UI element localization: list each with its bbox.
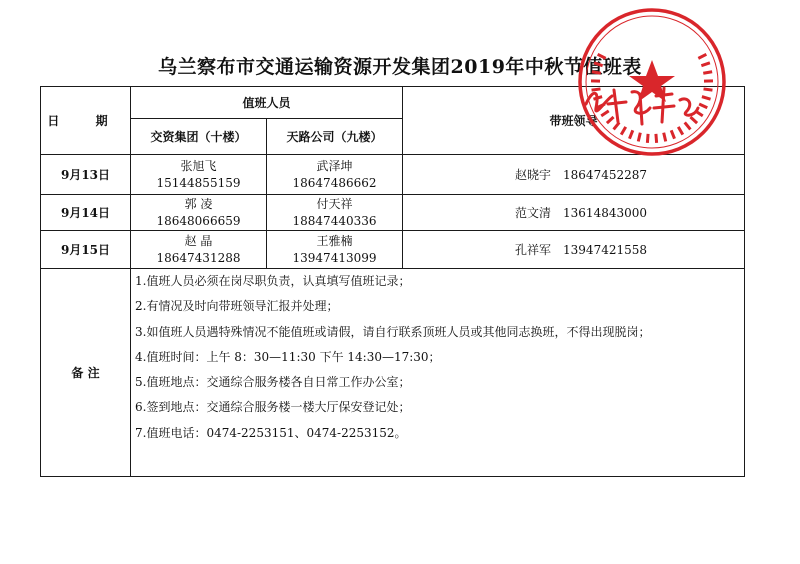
staff-phone: 18647486662 xyxy=(292,175,377,190)
note-item: 5.值班地点：交通综合服务楼各自日常工作办公室； xyxy=(135,375,411,390)
staff1-cell xyxy=(131,195,267,231)
staff-name: 武泽坤 xyxy=(316,158,353,173)
staff2-cell xyxy=(267,231,403,269)
table-row xyxy=(41,231,745,269)
staff-header: 值班人员 xyxy=(131,87,403,119)
staff-phone: 15144855159 xyxy=(156,175,241,190)
note-item: 3.如值班人员遇特殊情况不能值班或请假，请自行联系顶班人员或其他同志换班，不得出现脱岗； xyxy=(135,324,651,339)
staff-phone: 13947413099 xyxy=(292,250,377,265)
leader-name: 孔祥军 xyxy=(515,243,552,257)
note-item: 6.签到地点：交通综合服务楼一楼大厅保安登记处； xyxy=(135,400,411,415)
staff-name: 张旭飞 xyxy=(180,158,217,173)
document-title: 乌兰察布市交通运输资源开发集团2019年中秋节值班表 xyxy=(158,56,642,78)
staff-name: 王雅楠 xyxy=(316,233,353,248)
staff1-cell xyxy=(131,231,267,269)
leader-phone: 18647452287 xyxy=(563,168,648,182)
group1-header: 交资集团（十楼） xyxy=(131,119,267,155)
staff1-cell xyxy=(131,155,267,195)
group2-header: 天路公司（九楼） xyxy=(267,119,403,155)
note-item: 2.有情况及时向带班领导汇报并处理； xyxy=(135,299,339,314)
leader-phone: 13614843000 xyxy=(563,206,648,220)
leader-phone: 13947421558 xyxy=(563,243,648,257)
leader-cell xyxy=(403,231,745,269)
leader-cell xyxy=(403,195,745,231)
date-header: 日 期 xyxy=(41,87,131,155)
note-item: 4.值班时间：上午 8：30—11:30 下午 14:30—17:30； xyxy=(135,349,441,364)
leader-name: 赵晓宇 xyxy=(515,168,552,182)
duty-date: 9月14日 xyxy=(41,195,131,231)
notes-cell xyxy=(131,269,745,477)
table-row xyxy=(41,195,745,231)
staff-name: 赵 晶 xyxy=(184,233,213,248)
notes-label: 备 注 xyxy=(41,269,131,477)
staff2-cell xyxy=(267,155,403,195)
note-item: 7.值班电话：0474-2253151、0474-2253152。 xyxy=(135,425,407,440)
staff-phone: 18647431288 xyxy=(156,250,241,265)
duty-date: 9月15日 xyxy=(41,231,131,269)
duty-date: 9月13日 xyxy=(41,155,131,195)
staff2-cell xyxy=(267,195,403,231)
staff-name: 付天祥 xyxy=(316,196,353,211)
staff-name: 郭 凌 xyxy=(184,196,213,211)
leader-header: 带班领导 xyxy=(403,87,745,155)
staff-phone: 18847440336 xyxy=(292,213,377,228)
leader-name: 范文清 xyxy=(515,206,552,220)
note-item: 1.值班人员必须在岗尽职负责，认真填写值班记录； xyxy=(135,274,411,288)
staff-phone: 18648066659 xyxy=(156,213,241,228)
official-seal xyxy=(548,4,748,180)
